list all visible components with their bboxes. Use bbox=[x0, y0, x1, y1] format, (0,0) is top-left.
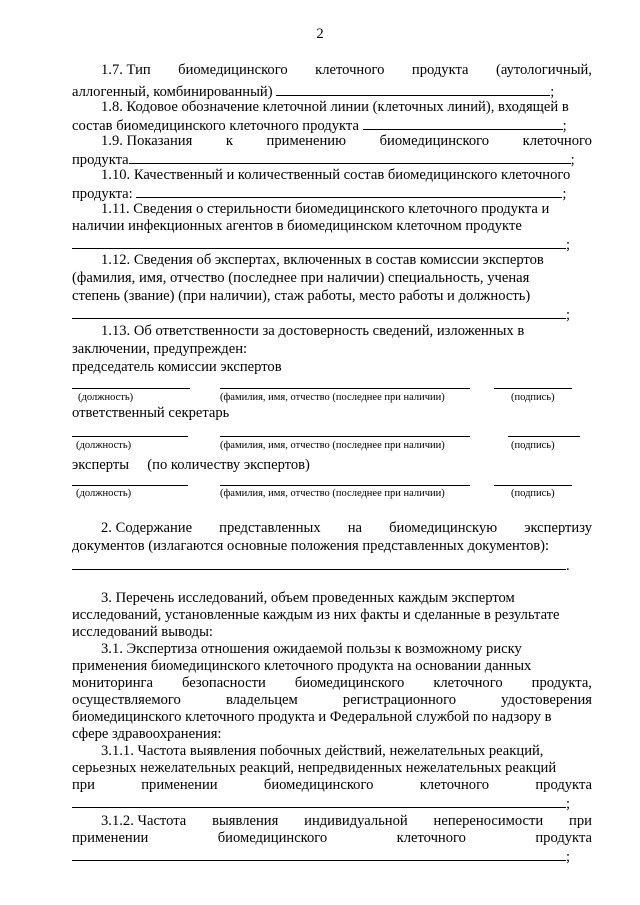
s2-line3: . bbox=[72, 556, 570, 575]
signature-rule bbox=[220, 436, 470, 437]
caption-position: (должность) bbox=[76, 440, 132, 451]
s31-line4: осуществляемого владельцем регистрационного удостоверения bbox=[72, 692, 592, 708]
fill-line bbox=[363, 116, 563, 130]
s311-line4: ; bbox=[72, 794, 570, 813]
s18-line2: состав биомедицинского клеточного продукта ; bbox=[72, 118, 567, 134]
caption-signature: (подпись) bbox=[511, 488, 555, 499]
s3-line1: 3. Перечень исследований, объем проведенных каждым экспертом bbox=[101, 590, 515, 606]
chair-label: председатель комиссии экспертов bbox=[72, 359, 282, 375]
fill-line bbox=[72, 305, 566, 319]
signature-rule bbox=[72, 485, 188, 486]
signature-rule bbox=[494, 388, 572, 389]
s31-line1: 3.1. Экспертиза отношения ожидаемой пользы к возможному риску bbox=[101, 641, 522, 657]
s113-line1: 1.13. Об ответственности за достоверность сведений, изложенных в bbox=[101, 323, 525, 339]
s3-line2: исследований, установленные каждым из них факты и сделанные в результате bbox=[72, 607, 560, 623]
fill-line bbox=[72, 235, 566, 249]
s112-line2: (фамилия, имя, отчество (последнее при наличии) специальность, ученая bbox=[72, 270, 530, 286]
signature-rule bbox=[220, 485, 470, 486]
s312-line3: ; bbox=[72, 847, 570, 866]
s110-line2: продукта: ; bbox=[72, 186, 567, 202]
signature-rule bbox=[72, 436, 188, 437]
caption-name: (фамилия, имя, отчество (последнее при наличии) bbox=[220, 488, 445, 499]
caption-position: (должность) bbox=[78, 392, 134, 403]
s112-line3: степень (звание) (при наличии), стаж работы, место работы и должность) bbox=[72, 288, 531, 304]
s17-line1: 1.7. Тип биомедицинского клеточного продукта (аутологичный, bbox=[101, 62, 592, 78]
caption-signature: (подпись) bbox=[511, 440, 555, 451]
s111-line2: наличии инфекционных агентов в биомедицинском клеточном продукте bbox=[72, 218, 522, 234]
caption-position: (должность) bbox=[76, 488, 132, 499]
signature-rule bbox=[72, 388, 190, 389]
s19-line1: 1.9. Показания к применению биомедицинского клеточного bbox=[101, 133, 592, 149]
s31-line5: биомедицинского клеточного продукта и Федеральной службой по надзору в bbox=[72, 709, 552, 725]
signature-rule bbox=[508, 436, 580, 437]
fill-line bbox=[72, 847, 566, 861]
s110-line1: 1.10. Качественный и количественный состав биомедицинского клеточного bbox=[101, 167, 571, 183]
s111-line3: ; bbox=[72, 235, 570, 254]
s17-line2: аллогенный, комбинированный) ; bbox=[72, 84, 555, 100]
s31-line6: сфере здравоохранения: bbox=[72, 726, 222, 742]
s113-line2: заключении, предупрежден: bbox=[72, 341, 248, 357]
fill-line bbox=[136, 184, 562, 198]
fill-line bbox=[129, 150, 571, 164]
s2-line1: 2. Содержание представленных на биомедицинскую экспертизу bbox=[101, 520, 592, 536]
s18-line1: 1.8. Кодовое обозначение клеточной линии (клеточных линий), входящей в bbox=[101, 99, 569, 115]
fill-line bbox=[276, 82, 550, 96]
s311-line1: 3.1.1. Частота выявления побочных действий, нежелательных реакций, bbox=[101, 743, 544, 759]
caption-name: (фамилия, имя, отчество (последнее при наличии) bbox=[220, 392, 445, 403]
fill-line bbox=[72, 794, 566, 808]
s31-line2: применения биомедицинского клеточного продукта на основании данных bbox=[72, 658, 532, 674]
signature-rule bbox=[220, 388, 470, 389]
s112-line4: ; bbox=[72, 305, 570, 324]
s112-line1: 1.12. Сведения об экспертах, включенных в состав комиссии экспертов bbox=[101, 252, 544, 268]
caption-name: (фамилия, имя, отчество (последнее при наличии) bbox=[220, 440, 445, 451]
s312-line1: 3.1.2. Частота выявления индивидуальной непереносимости при bbox=[101, 813, 592, 829]
s312-line2: применении биомедицинского клеточного продукта bbox=[72, 830, 592, 846]
s311-line2: серьезных нежелательных реакций, непредвиденных нежелательных реакций bbox=[72, 760, 557, 776]
s19-line2: продукта ; bbox=[72, 152, 575, 168]
s311-line3: при применении биомедицинского клеточного продукта bbox=[72, 777, 592, 793]
secretary-label: ответственный секретарь bbox=[72, 405, 230, 421]
s3-line3: исследований выводы: bbox=[72, 624, 213, 640]
s2-line2: документов (излагаются основные положения представленных документов): bbox=[72, 538, 550, 554]
signature-rule bbox=[494, 485, 572, 486]
page-number: 2 bbox=[316, 26, 324, 42]
s111-line1: 1.11. Сведения о стерильности биомедицинского клеточного продукта и bbox=[101, 201, 550, 217]
s31-line3: мониторинга безопасности биомедицинского клеточного продукта, bbox=[72, 675, 592, 691]
experts-label: эксперты (по количеству экспертов) bbox=[72, 457, 310, 473]
caption-signature: (подпись) bbox=[511, 392, 555, 403]
fill-line bbox=[72, 556, 566, 570]
